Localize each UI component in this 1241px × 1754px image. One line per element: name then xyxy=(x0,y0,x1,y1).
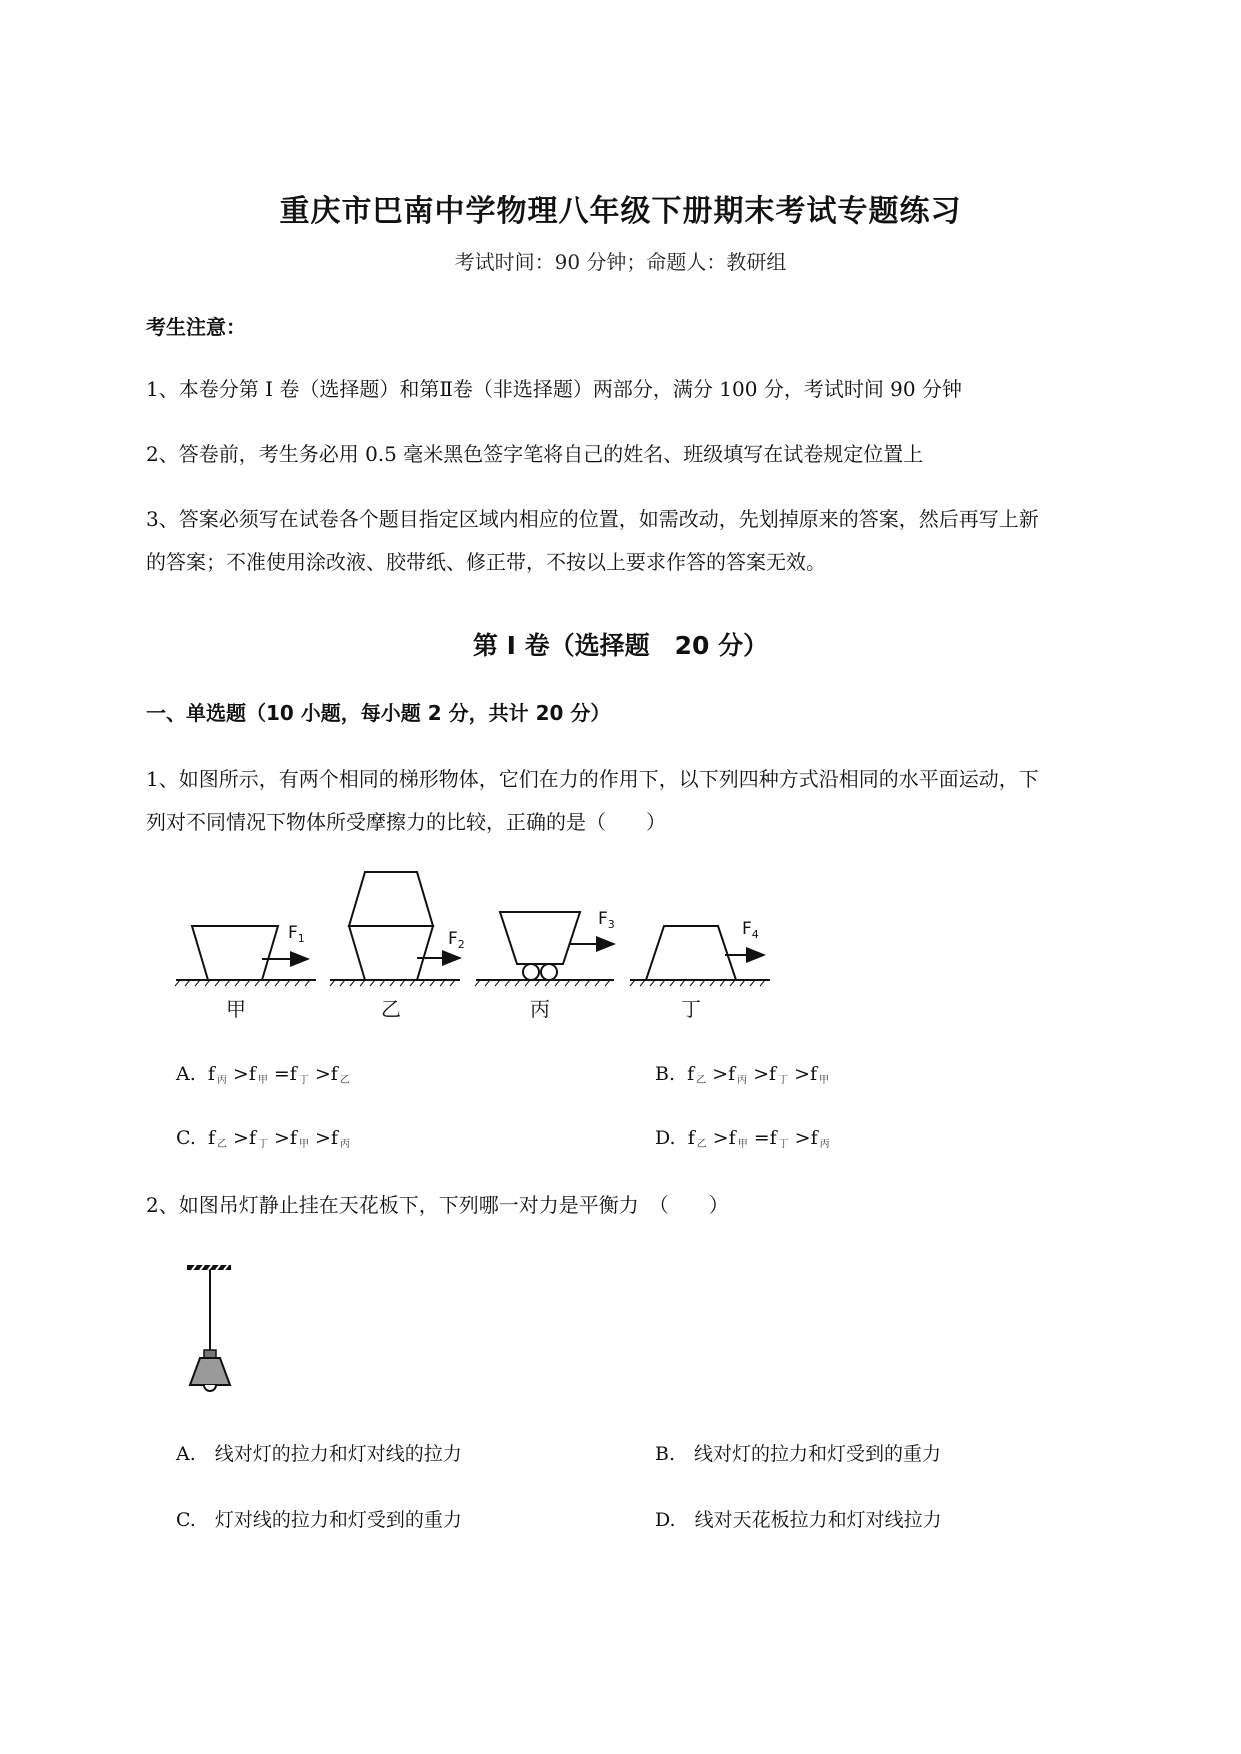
q2-option-c[interactable]: C. 灯对线的拉力和灯受到的重力 xyxy=(176,1509,462,1531)
q1-option-a[interactable]: A. f $_丙$ >f $_甲$ =f $_丁$ >f $_乙$ xyxy=(176,1063,350,1086)
trapezoid-block-top xyxy=(349,872,433,926)
caption-jia: 甲 xyxy=(226,997,246,1021)
wheel xyxy=(541,964,557,980)
lamp-cap xyxy=(204,1350,216,1358)
question-1-line-1: 1、如图所示，有两个相同的梯形物体，它们在力的作用下，以下列四种方式沿相同的水平面运动，下 xyxy=(146,767,1039,791)
notice-item-1: 1、本卷分第 I 卷（选择题）和第Ⅱ卷（非选择题）两部分，满分 100 分，考试时间 90 分钟 xyxy=(146,377,962,401)
force-label-f3: $F_3$ xyxy=(598,909,615,931)
notice-item-3: 3、答案必须写在试卷各个题目指定区域内相应的位置，如需改动，先划掉原来的答案，然后再写上新 xyxy=(146,507,1039,531)
trapezoid-block xyxy=(500,912,580,964)
lamp-shade xyxy=(190,1358,230,1385)
caption-ding: 丁 xyxy=(681,997,701,1021)
notice-item-2: 2、答卷前，考生务必用 0.5 毫米黑色签字笔将自己的姓名、班级填写在试卷规定位置上 xyxy=(146,442,924,466)
section-heading: 一、单选题（10 小题，每小题 2 分，共计 20 分） xyxy=(146,701,611,725)
exam-info: 考试时间：90 分钟；命题人：教研组 xyxy=(454,250,787,274)
q1-option-b[interactable]: B. f $_乙$ >f $_丙$ >f $_丁$ >f $_甲$ xyxy=(655,1063,830,1086)
q2-option-b[interactable]: B. 线对灯的拉力和灯受到的重力 xyxy=(655,1443,942,1465)
q1-option-c[interactable]: C. f $_乙$ >f $_丁$ >f $_甲$ >f $_丙$ xyxy=(176,1127,350,1150)
bulb-icon xyxy=(204,1385,216,1391)
wheel xyxy=(523,964,539,980)
force-label-f4: $F_4$ xyxy=(742,919,759,941)
caption-yi: 乙 xyxy=(381,997,401,1021)
trapezoid-block-bottom xyxy=(349,926,433,980)
question-1-figure xyxy=(170,860,780,1035)
caption-bing: 丙 xyxy=(530,997,550,1021)
trapezoid-block xyxy=(646,926,736,980)
notice-heading: 考生注意： xyxy=(146,315,246,339)
trapezoid-block xyxy=(192,926,278,980)
question-2-lamp-figure xyxy=(175,1262,245,1402)
force-label-f2: $F_2$ xyxy=(448,929,465,951)
force-label-f1: $F_1$ xyxy=(288,923,305,945)
q2-option-a[interactable]: A. 线对灯的拉力和灯对线的拉力 xyxy=(176,1443,462,1465)
q2-option-d[interactable]: D. 线对天花板拉力和灯对线拉力 xyxy=(655,1509,942,1531)
q1-option-d[interactable]: D. f $_乙$ >f $_甲$ =f $_丁$ >f $_丙$ xyxy=(655,1127,830,1150)
part-title: 第 I 卷（选择题 20 分） xyxy=(472,631,769,660)
question-1-line-2: 列对不同情况下物体所受摩擦力的比较，正确的是（ ） xyxy=(146,810,666,834)
page-title: 重庆市巴南中学物理八年级下册期末考试专题练习 xyxy=(279,194,962,229)
question-2-stem: 2、如图吊灯静止挂在天花板下，下列哪一对力是平衡力 （ ） xyxy=(146,1193,729,1217)
notice-item-3-cont: 的答案；不准使用涂改液、胶带纸、修正带，不按以上要求作答的答案无效。 xyxy=(146,550,826,574)
